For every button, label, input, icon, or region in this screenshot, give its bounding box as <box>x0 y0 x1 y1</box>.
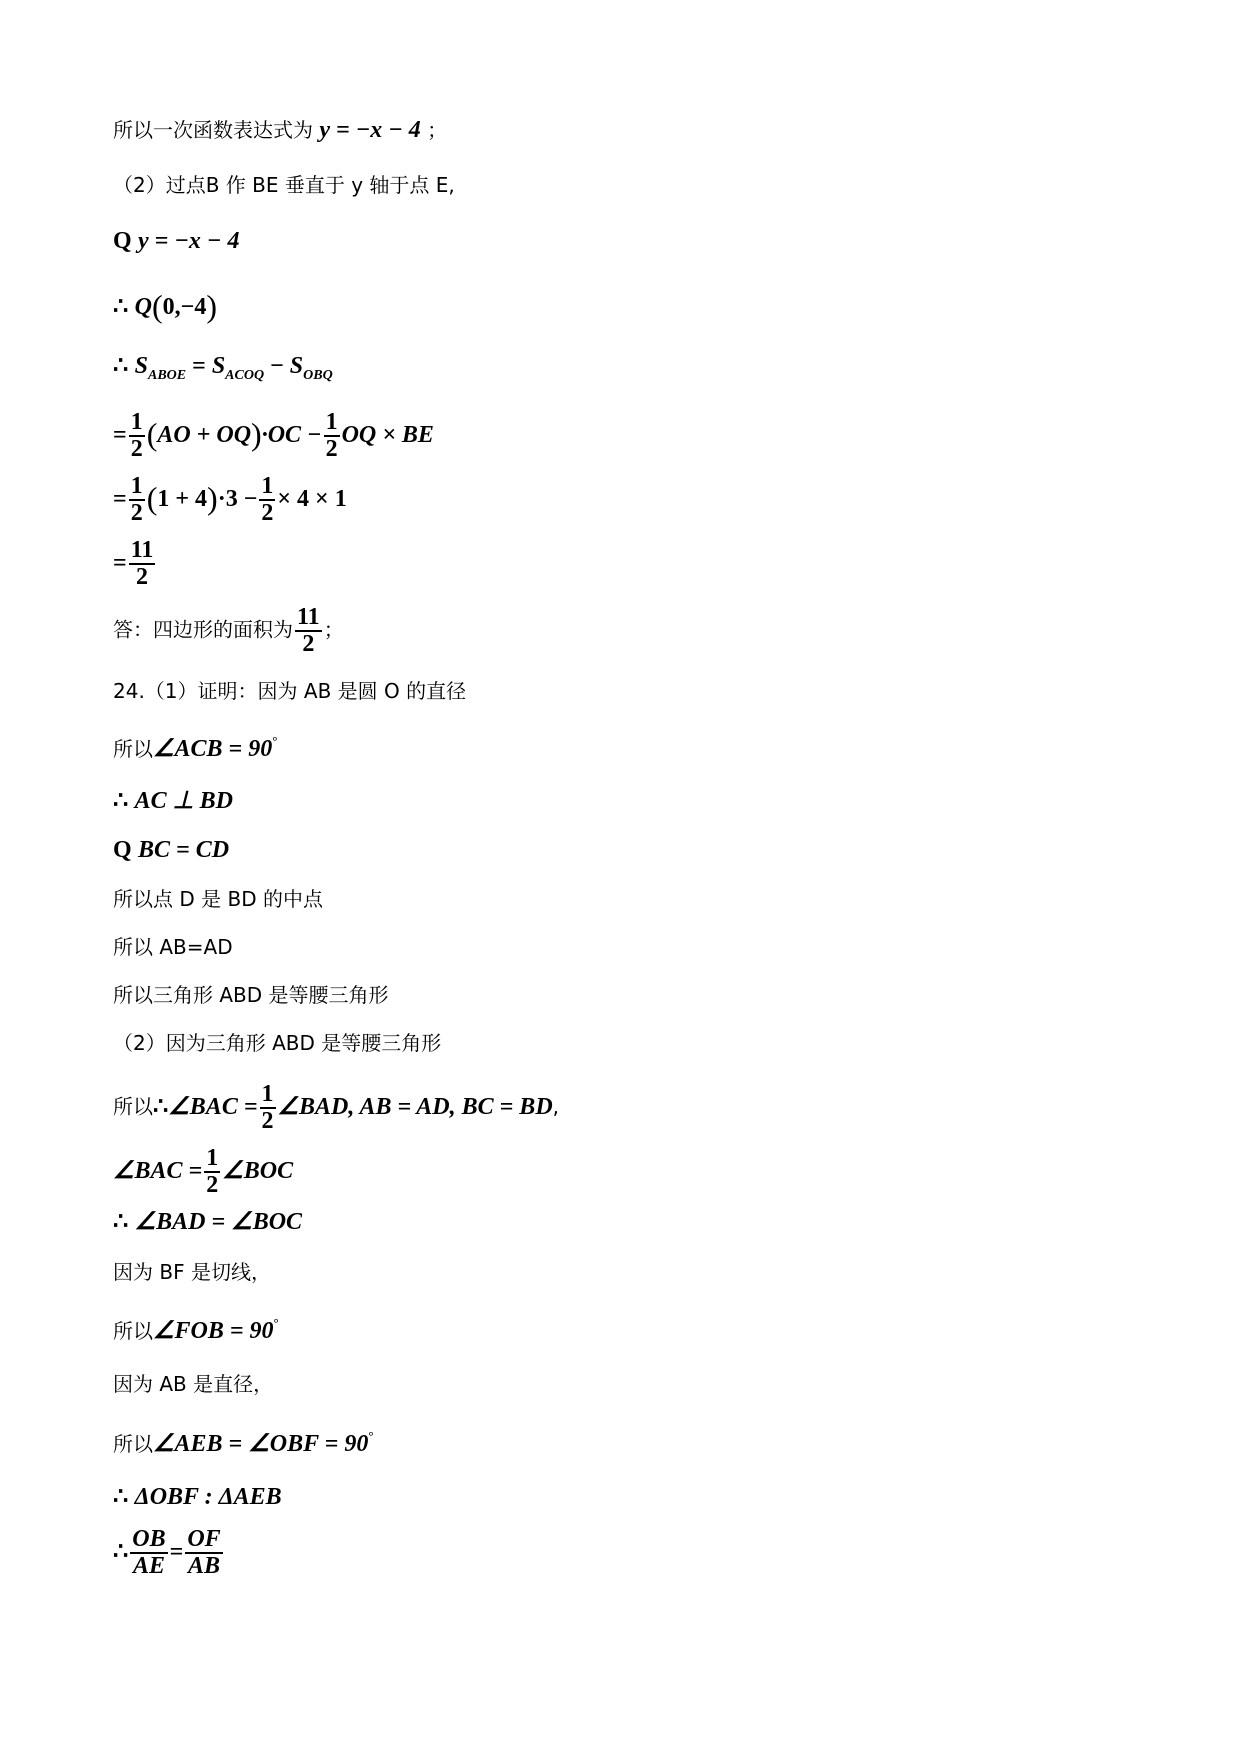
line-angle-aeb <box>113 1429 374 1456</box>
area-symbol: S <box>134 353 148 379</box>
math-expr: 1 + 4 <box>157 485 208 512</box>
math-expr: ∠BAC = <box>113 1157 203 1184</box>
math <box>153 1081 553 1135</box>
math <box>153 733 278 762</box>
line-bad-boc <box>113 1210 302 1234</box>
line-angle-acb <box>113 734 277 761</box>
denominator <box>130 1554 167 1579</box>
math-expr: ∠BAD, AB = AD, BC = BD <box>277 1093 553 1120</box>
operator: − <box>264 353 290 379</box>
text: 因为 AB 是直径， <box>113 1372 274 1396</box>
point-name: Q <box>134 294 152 320</box>
denominator: 2 <box>136 564 149 591</box>
numerator <box>130 1527 167 1554</box>
text: 所以一次函数表达式为 <box>113 118 313 142</box>
text: 因为 BF 是切线， <box>113 1260 271 1284</box>
therefore-symbol: ∴ <box>113 788 129 814</box>
therefore-symbol: ∴ <box>113 1484 129 1510</box>
denominator: 2 <box>261 1108 274 1135</box>
numerator: 1 <box>129 410 145 437</box>
line-area-substitute <box>113 474 347 526</box>
point-coords: 0,−4 <box>162 294 207 320</box>
math-expr: BC = CD <box>138 837 230 863</box>
line-similar-triangles <box>113 1485 282 1509</box>
subscript: ABOE <box>148 368 187 383</box>
text: 所以 <box>113 737 153 761</box>
math <box>135 1484 282 1510</box>
text: ； <box>427 118 448 142</box>
text: （2）过点B 作 BE 垂直于 y 轴于点 E, <box>113 173 455 197</box>
text: 所以 <box>113 1432 153 1456</box>
math <box>135 788 233 814</box>
math-expr: ∠BOC <box>222 1157 294 1184</box>
line-part2-construct <box>113 175 455 195</box>
degree-symbol: ° <box>273 1315 279 1330</box>
numerator: 1 <box>324 410 340 437</box>
math-expr: OF <box>187 1526 221 1552</box>
math-expr: ∠BAC = <box>168 1093 258 1120</box>
denominator: 2 <box>206 1172 219 1199</box>
denominator: 2 <box>130 500 143 527</box>
math: Q(0,−4) <box>134 288 217 324</box>
math <box>113 1526 225 1580</box>
fraction <box>260 1082 276 1134</box>
line-area-formula <box>113 354 333 383</box>
line-angle-fob <box>113 1316 279 1343</box>
text: 答：四边形的面积为 <box>113 617 293 642</box>
text: 所以 <box>113 1094 153 1119</box>
line-angle-bac-boc <box>113 1146 293 1198</box>
math <box>153 1315 279 1344</box>
line-perpendicular <box>113 789 233 813</box>
numerator: 11 <box>295 605 322 632</box>
subscript: OBQ <box>303 368 333 383</box>
line-diameter <box>113 1374 273 1394</box>
math-expr: ∠AEB = ∠OBF = 90 <box>153 1431 369 1457</box>
math <box>113 537 157 591</box>
math-expr: ∠BAD = ∠BOC <box>134 1209 303 1235</box>
math: = $\frac{1}{2}$ (AO + OQ)·OC − $\frac{1}{2}$ OQ × BE <box>113 409 434 463</box>
math-expr: AB <box>187 1553 220 1580</box>
subscript: ACOQ <box>225 368 265 383</box>
math-expr: ·3 − <box>217 485 258 512</box>
math-expr: ∠ACB = 90 <box>153 736 273 762</box>
fraction <box>295 605 322 657</box>
numerator: 1 <box>129 474 145 501</box>
line-midpoint <box>113 889 323 909</box>
line-ab-ad <box>113 937 233 957</box>
fraction <box>129 474 145 526</box>
math-expr: × 4 × 1 <box>277 485 347 512</box>
degree-symbol: ° <box>272 733 278 748</box>
line-area-result <box>113 538 157 590</box>
fraction <box>129 410 145 462</box>
text: 所以 <box>113 1319 153 1343</box>
line-answer <box>113 605 344 657</box>
therefore-symbol: ∴ <box>113 1538 129 1565</box>
fraction <box>324 410 340 462</box>
therefore-symbol: ∴ <box>113 294 129 320</box>
math-expr: AO + OQ <box>157 421 252 448</box>
numerator: 1 <box>260 1082 276 1109</box>
operator: = <box>169 1538 184 1565</box>
line-isosceles <box>113 985 389 1005</box>
math <box>153 1428 374 1457</box>
text: , <box>552 1094 560 1119</box>
denominator: 2 <box>130 436 143 463</box>
numerator: 1 <box>259 474 275 501</box>
line-q24-part1 <box>113 681 466 701</box>
therefore-symbol: ∴ <box>113 353 129 379</box>
line-part2 <box>113 1033 441 1053</box>
therefore-symbol: ∴ <box>113 1209 129 1235</box>
numerator <box>185 1527 222 1554</box>
math <box>138 837 229 863</box>
degree-symbol: ° <box>368 1428 374 1443</box>
text: 所以点 D 是 BD 的中点 <box>113 887 323 911</box>
operator: = <box>113 549 127 576</box>
denominator: 2 <box>302 631 315 658</box>
because-symbol: Q <box>113 228 132 254</box>
fraction <box>185 1527 222 1579</box>
text: 24.（1）证明：因为 AB 是圆 O 的直径 <box>113 679 467 703</box>
denominator: 2 <box>325 436 338 463</box>
line-tangent <box>113 1262 271 1282</box>
math <box>293 604 324 658</box>
numerator: 11 <box>129 538 156 565</box>
denominator <box>185 1554 222 1579</box>
operator: = <box>113 421 127 448</box>
line-point-q <box>113 290 217 322</box>
math-expr: y = −x − 4 <box>319 117 421 143</box>
math: = $\frac{1}{2}$ (1 + 4)·3 − $\frac{1}{2}$ × 4 × 1 <box>113 473 347 527</box>
math-expr: OB <box>132 1526 166 1552</box>
area-symbol: S <box>289 353 304 379</box>
text: 所以三角形 ABD 是等腰三角形 <box>113 983 389 1007</box>
math-expr: y = −x − 4 <box>138 228 240 254</box>
math-expr: AC ⊥ BD <box>134 788 233 814</box>
math <box>135 1209 302 1235</box>
line-area-expand <box>113 410 434 462</box>
math-expr: AE <box>132 1553 165 1580</box>
text: ； <box>323 617 344 642</box>
fraction <box>129 538 156 590</box>
math <box>113 1145 294 1199</box>
operator: = <box>186 353 212 379</box>
fraction <box>130 1527 167 1579</box>
text: （2）因为三角形 ABD 是等腰三角形 <box>113 1031 442 1055</box>
fraction <box>204 1146 220 1198</box>
operator: = <box>113 485 127 512</box>
line-angle-bac <box>113 1082 559 1134</box>
denominator: 2 <box>261 500 274 527</box>
math <box>138 228 239 254</box>
math-expr: ·OC − <box>261 421 322 448</box>
numerator: 1 <box>204 1146 220 1173</box>
area-symbol: S <box>211 353 226 379</box>
math-expr: ΔOBF : ΔAEB <box>134 1484 282 1510</box>
text: 所以 AB=AD <box>113 935 233 959</box>
therefore-symbol: ∴ <box>153 1093 169 1120</box>
because-symbol: Q <box>113 837 132 863</box>
math <box>134 353 333 383</box>
fraction <box>259 474 275 526</box>
line-bc-cd <box>113 838 229 862</box>
math <box>319 117 420 143</box>
math-expr: ∠FOB = 90 <box>153 1318 274 1344</box>
line-ratio <box>113 1527 225 1579</box>
line-function-expression <box>113 118 447 142</box>
math-expr: OQ × BE <box>341 421 434 448</box>
line-because-function <box>113 229 239 253</box>
